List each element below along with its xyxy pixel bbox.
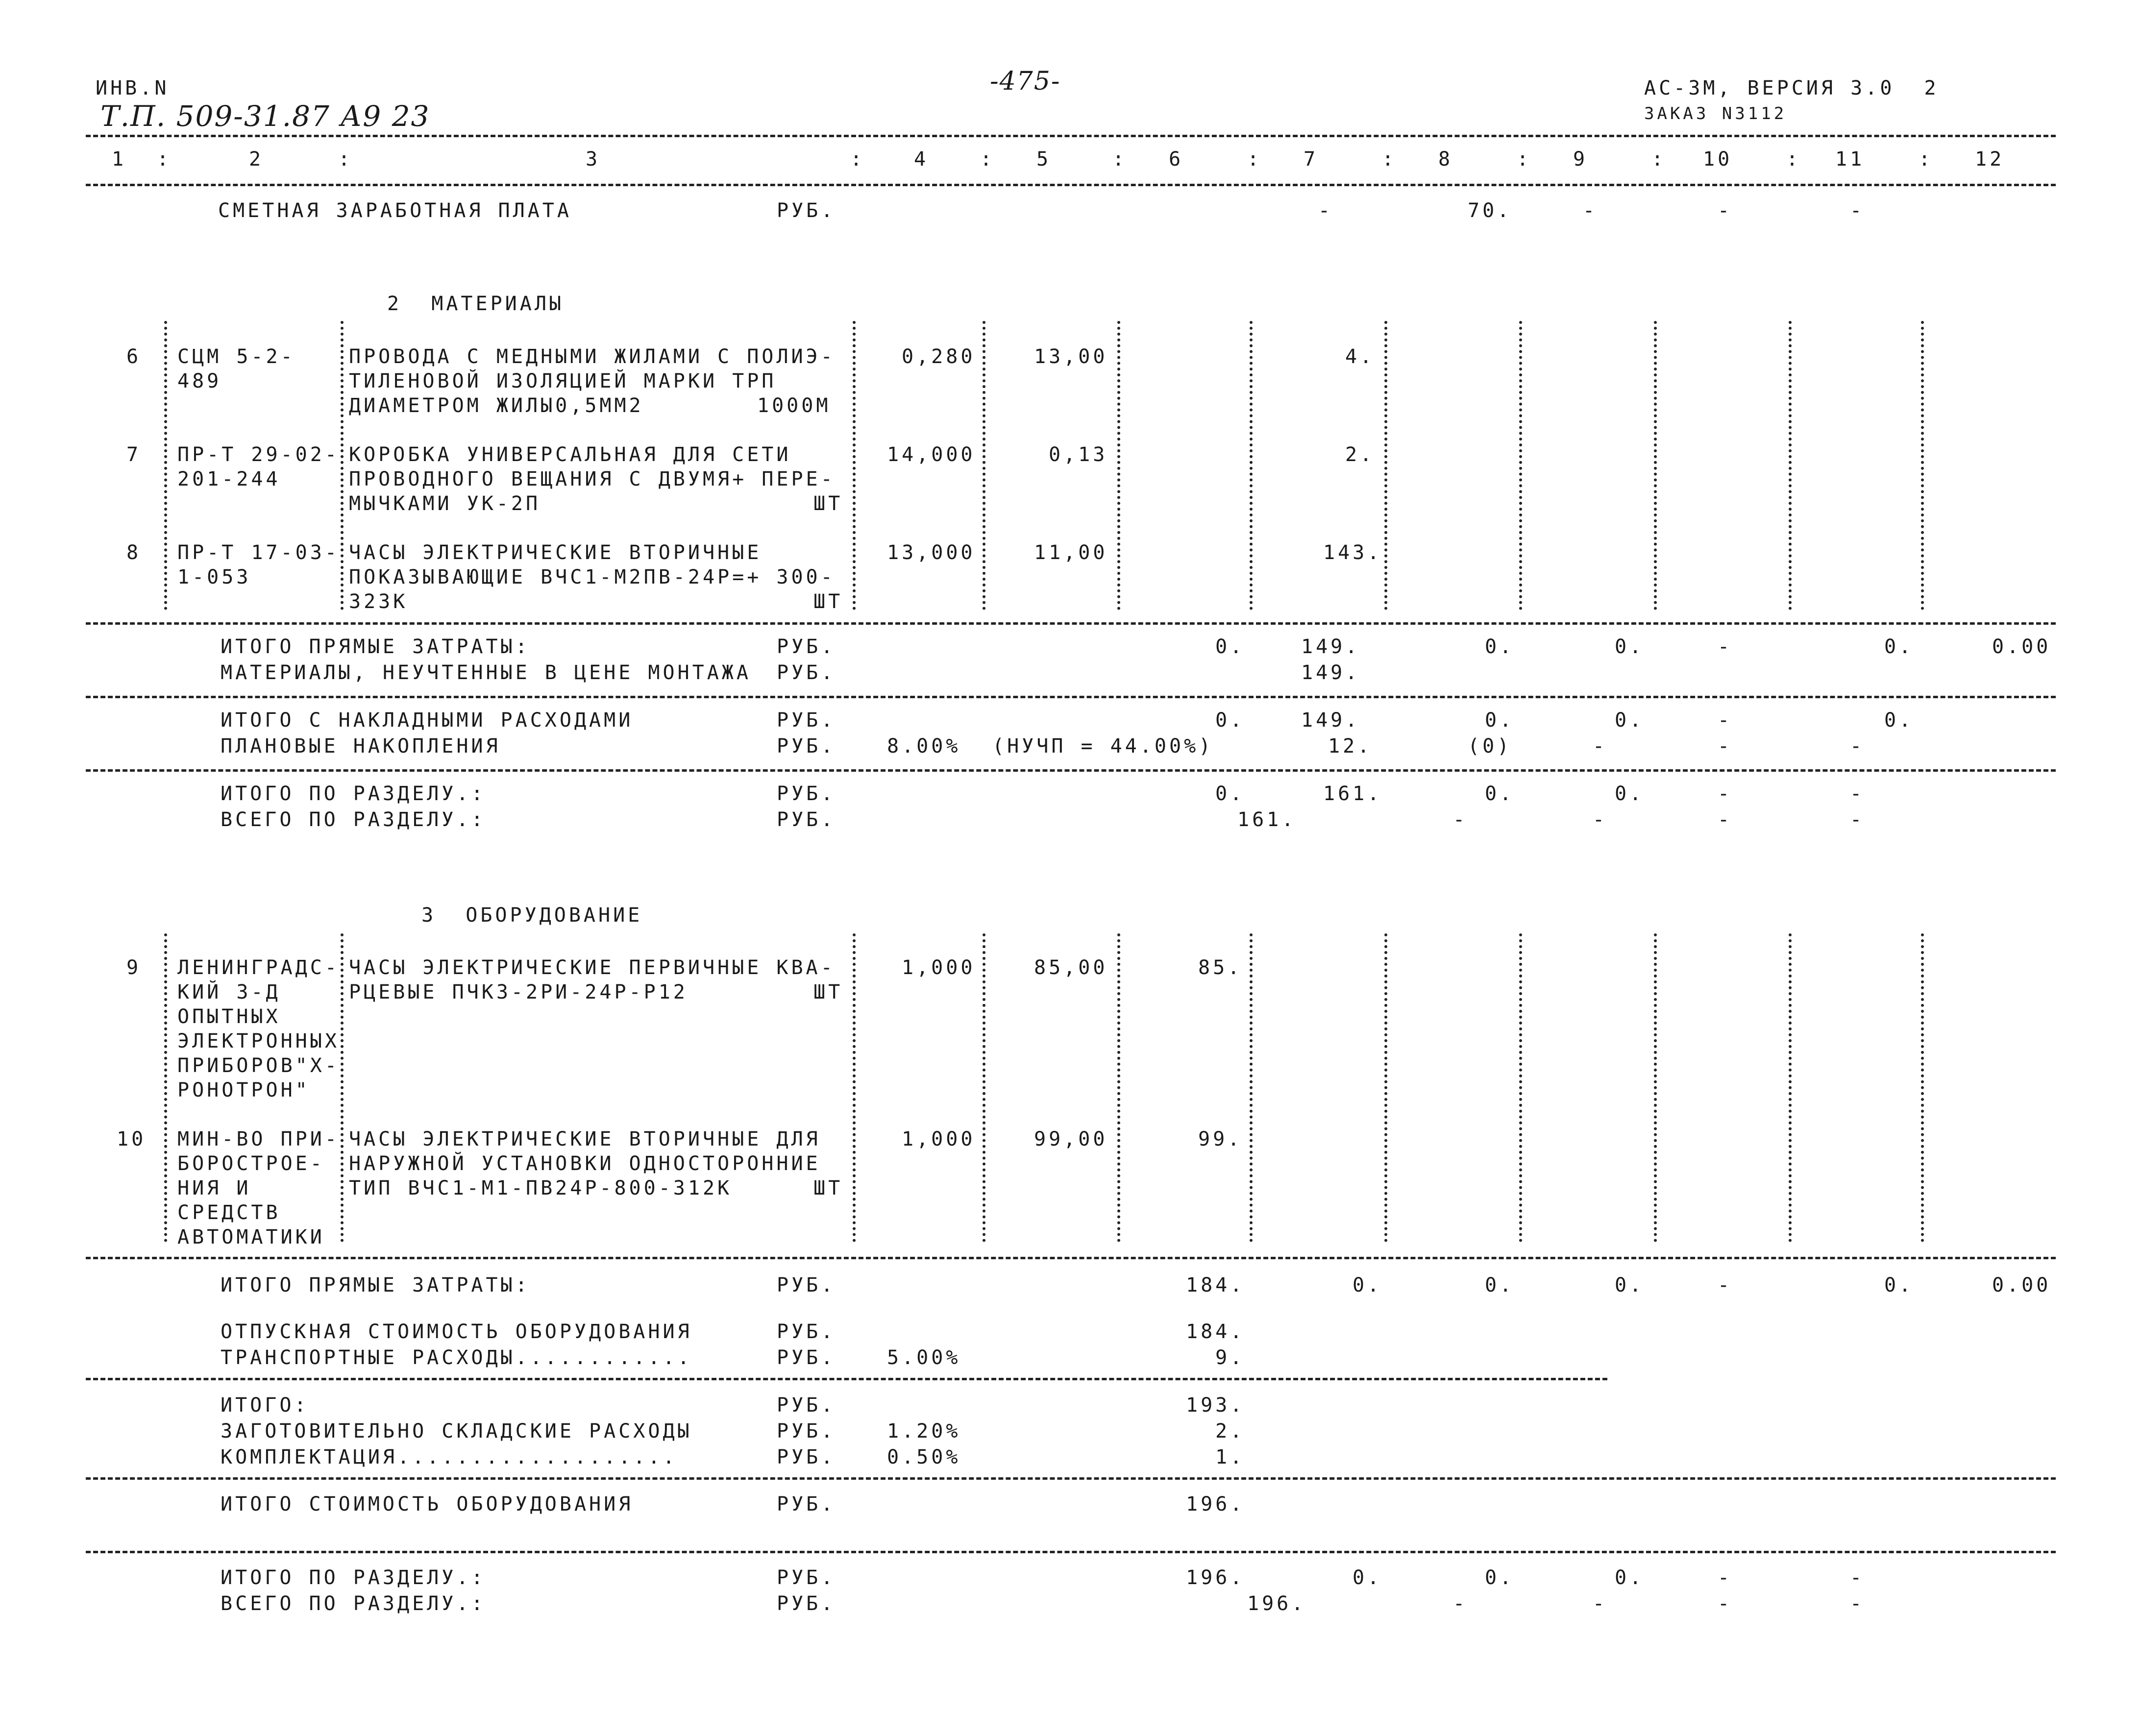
totals-c6: 2.	[1215, 1420, 1245, 1443]
header-sep: :	[1382, 148, 1397, 171]
item-description: ДИАМЕТРОМ ЖИЛЫ0,5ММ2	[349, 394, 644, 417]
col-separator	[1384, 933, 1387, 1242]
totals-label: ПЛАНОВЫЕ НАКОПЛЕНИЯ	[221, 735, 501, 758]
header-sep: :	[1919, 148, 1934, 171]
item-c7: 2.	[1345, 443, 1375, 466]
totals-c10: -	[1718, 1274, 1733, 1296]
col-separator	[1921, 933, 1924, 1242]
item-description: ТИЛЕНОВОЙ ИЗОЛЯЦИЕЙ МАРКИ ТРП	[349, 370, 777, 392]
item-number: 10	[117, 1128, 147, 1150]
section-3-completion-rule	[86, 1477, 2056, 1480]
totals-label: ИТОГО ПРЯМЫЕ ЗАТРАТЫ:	[221, 1274, 530, 1296]
item-description: ЧАСЫ ЭЛЕКТРИЧЕСКИЕ ПЕРВИЧНЫЕ КВА-	[349, 956, 836, 979]
totals-c6: 0.	[1215, 709, 1245, 732]
header-bottom-rule	[86, 184, 2056, 186]
totals-percent: 5.00%	[887, 1346, 961, 1369]
item-code: НИЯ И	[177, 1177, 251, 1199]
totals-c9: -	[1593, 808, 1608, 831]
item-description: ПОКАЗЫВАЮЩИЕ ВЧС1-М2ПВ-24Р=+ 300-	[349, 566, 836, 588]
totals-c7: 149.	[1301, 636, 1360, 658]
item-c7: 143.	[1323, 541, 1382, 564]
totals-c8: 0.	[1485, 709, 1515, 732]
col-separator	[1117, 933, 1120, 1242]
totals-c9: -	[1593, 1592, 1608, 1615]
totals-c6: 184.	[1186, 1274, 1245, 1296]
totals-unit: РУБ.	[777, 1592, 836, 1615]
section-2-title: 2 МАТЕРИАЛЫ	[387, 293, 564, 315]
totals-c6: 9.	[1215, 1346, 1245, 1369]
item-description: ТИП ВЧС1-М1-ПВ24Р-800-312К	[349, 1177, 733, 1199]
item-unit: ШТ	[813, 590, 843, 613]
col-num-8: 8	[1438, 148, 1453, 171]
totals-c9: 0.	[1615, 636, 1645, 658]
col-separator	[1250, 321, 1253, 610]
col-separator	[853, 933, 856, 1242]
item-number: 9	[126, 956, 142, 979]
item-description: 323К	[349, 590, 408, 613]
item-price: 99,00	[1034, 1128, 1108, 1150]
item-description: ЧАСЫ ЭЛЕКТРИЧЕСКИЕ ВТОРИЧНЫЕ ДЛЯ	[349, 1128, 821, 1150]
totals-unit: РУБ.	[777, 735, 836, 758]
col-separator	[1117, 321, 1120, 610]
col-num-9: 9	[1573, 148, 1588, 171]
section-3-transport-rule	[86, 1378, 1607, 1380]
item-code: РОНОТРОН"	[177, 1079, 310, 1101]
item-unit: 1000М	[757, 394, 831, 417]
col-separator	[1384, 321, 1387, 610]
item-description: ПРОВОДНОГО ВЕЩАНИЯ С ДВУМЯ+ ПЕРЕ-	[349, 468, 836, 490]
wage-c10: -	[1718, 199, 1733, 222]
item-number: 8	[126, 541, 142, 564]
item-code: 489	[177, 370, 222, 392]
item-unit: ШТ	[813, 981, 843, 1003]
totals-c6: 0.	[1215, 782, 1245, 805]
header-sep: :	[338, 148, 353, 171]
totals-unit: РУБ.	[777, 1394, 836, 1417]
totals-c7: 161.	[1323, 782, 1382, 805]
item-price: 11,00	[1034, 541, 1108, 564]
col-num-5: 5	[1036, 148, 1052, 171]
item-code: ОПЫТНЫХ	[177, 1005, 281, 1028]
totals-c8: -	[1453, 808, 1468, 831]
item-qty: 13,000	[887, 541, 976, 564]
totals-unit: РУБ.	[777, 1493, 836, 1516]
totals-label: ВСЕГО ПО РАЗДЕЛУ.:	[221, 1592, 486, 1615]
page-number: -475-	[990, 67, 1061, 96]
item-description: РЦЕВЫЕ ПЧКЗ-2РИ-24Р-Р12	[349, 981, 688, 1003]
totals-c11: 0.	[1884, 709, 1914, 732]
totals-label: ТРАНСПОРТНЫЕ РАСХОДЫ............	[221, 1346, 692, 1369]
col-separator	[853, 321, 856, 610]
item-qty: 1,000	[902, 1128, 976, 1150]
totals-c11: -	[1850, 735, 1865, 758]
section-2-total-rule	[86, 769, 2056, 772]
item-code: МИН-ВО ПРИ-	[177, 1128, 340, 1150]
section-2-overhead-rule	[86, 696, 2056, 698]
item-price: 85,00	[1034, 956, 1108, 979]
totals-c11: 0.	[1884, 1274, 1914, 1296]
wage-unit: РУБ.	[777, 199, 836, 222]
totals-c6: 184.	[1186, 1320, 1245, 1343]
item-description: НАРУЖНОЙ УСТАНОВКИ ОДНОСТОРОННИЕ	[349, 1152, 821, 1175]
totals-label: МАТЕРИАЛЫ, НЕУЧТЕННЫЕ В ЦЕНЕ МОНТАЖА	[221, 661, 751, 684]
header-top-rule	[86, 135, 2056, 137]
totals-c6: 193.	[1186, 1394, 1245, 1417]
col-num-10: 10	[1703, 148, 1733, 171]
item-code: ЛЕНИНГРАДС-	[177, 956, 340, 979]
item-qty: 0,280	[902, 345, 976, 368]
item-code: СРЕДСТВ	[177, 1201, 281, 1224]
wage-c11: -	[1850, 199, 1865, 222]
col-num-7: 7	[1304, 148, 1319, 171]
totals-unit: РУБ.	[777, 1446, 836, 1468]
totals-sum: 161.	[1237, 808, 1297, 831]
totals-unit: РУБ.	[777, 808, 836, 831]
totals-c7: 0.	[1353, 1274, 1382, 1296]
totals-note: (НУЧП = 44.00%)	[992, 735, 1214, 758]
header-sep: :	[1247, 148, 1262, 171]
item-c6: 85.	[1198, 956, 1243, 979]
header-sep: :	[1786, 148, 1801, 171]
wage-c8: 70.	[1468, 199, 1512, 222]
totals-c9: 0.	[1615, 782, 1645, 805]
totals-unit: РУБ.	[777, 1566, 836, 1589]
header-separators: :	[157, 148, 172, 171]
totals-c11: -	[1850, 782, 1865, 805]
totals-c6: 0.	[1215, 636, 1245, 658]
totals-unit: РУБ.	[777, 1346, 836, 1369]
totals-c10: -	[1718, 782, 1733, 805]
totals-sum: 196.	[1247, 1592, 1306, 1615]
col-separator	[164, 933, 167, 1242]
totals-percent: 8.00%	[887, 735, 961, 758]
section-3-total-rule	[86, 1551, 2056, 1553]
col-num-6: 6	[1169, 148, 1184, 171]
totals-unit: РУБ.	[777, 782, 836, 805]
wage-c9: -	[1583, 199, 1598, 222]
col-separator	[341, 933, 344, 1242]
col-separator	[341, 321, 344, 610]
item-code: ПРИБОРОВ"Х-	[177, 1054, 340, 1077]
header-sep: :	[1112, 148, 1128, 171]
item-c7: 4.	[1345, 345, 1375, 368]
wage-label: СМЕТНАЯ ЗАРАБОТНАЯ ПЛАТА	[218, 199, 572, 222]
totals-c7: 0.	[1353, 1566, 1382, 1589]
totals-c11: -	[1850, 808, 1865, 831]
inv-label: ИНВ.N	[96, 77, 170, 99]
col-num-12: 12	[1975, 148, 2005, 171]
totals-c9: -	[1593, 735, 1608, 758]
col-separator	[1789, 321, 1792, 610]
item-number: 7	[126, 443, 142, 466]
header-sep: :	[980, 148, 995, 171]
item-code: ПР-Т 29-02-	[177, 443, 340, 466]
totals-c6: 1.	[1215, 1446, 1245, 1468]
order-label: ЗАКАЗ N3112	[1644, 104, 1787, 123]
totals-label: ИТОГО ПРЯМЫЕ ЗАТРАТЫ:	[221, 636, 530, 658]
item-description: КОРОБКА УНИВЕРСАЛЬНАЯ ДЛЯ СЕТИ	[349, 443, 791, 466]
totals-label: ИТОГО ПО РАЗДЕЛУ.:	[221, 782, 486, 805]
totals-unit: РУБ.	[777, 636, 836, 658]
totals-c10: -	[1718, 1592, 1733, 1615]
totals-c10: -	[1718, 1566, 1733, 1589]
section-3-items-rule	[86, 1257, 2056, 1259]
totals-label: ИТОГО С НАКЛАДНЫМИ РАСХОДАМИ	[221, 709, 634, 732]
item-c6: 99.	[1198, 1128, 1243, 1150]
totals-label: ИТОГО:	[221, 1394, 309, 1417]
col-separator	[1519, 933, 1522, 1242]
item-code: 201-244	[177, 468, 281, 490]
totals-c7: 12.	[1328, 735, 1373, 758]
totals-c6: 196.	[1186, 1566, 1245, 1589]
col-separator	[1921, 321, 1924, 610]
totals-c12: 0.00	[1992, 636, 2051, 658]
col-separator	[1654, 933, 1657, 1242]
totals-unit: РУБ.	[777, 709, 836, 732]
totals-c12: 0.00	[1992, 1274, 2051, 1296]
col-separator	[1250, 933, 1253, 1242]
item-code: БОРОСТРОЕ-	[177, 1152, 325, 1175]
totals-c8: (0)	[1468, 735, 1512, 758]
totals-c9: 0.	[1615, 1566, 1645, 1589]
version-label: АС-3М, ВЕРСИЯ 3.0 2	[1644, 77, 1939, 99]
item-code: 1-053	[177, 566, 251, 588]
totals-c9: 0.	[1615, 709, 1645, 732]
totals-label: ЗАГОТОВИТЕЛЬНО СКЛАДСКИЕ РАСХОДЫ	[221, 1420, 692, 1443]
totals-c11: -	[1850, 1566, 1865, 1589]
item-qty: 14,000	[887, 443, 976, 466]
totals-label: ОТПУСКНАЯ СТОИМОСТЬ ОБОРУДОВАНИЯ	[221, 1320, 692, 1343]
header-sep: :	[1517, 148, 1532, 171]
totals-c8: 0.	[1485, 1566, 1515, 1589]
totals-c11: -	[1850, 1592, 1865, 1615]
handwritten-reference: Т.П. 509-31.87 А9 23	[100, 99, 430, 133]
col-separator	[1789, 933, 1792, 1242]
totals-c10: -	[1718, 636, 1733, 658]
col-separator	[983, 321, 985, 610]
totals-c8: 0.	[1485, 1274, 1515, 1296]
col-separator	[1519, 321, 1522, 610]
section-3-title: 3 ОБОРУДОВАНИЕ	[421, 904, 643, 927]
totals-label: КОМПЛЕКТАЦИЯ...................	[221, 1446, 678, 1468]
item-code: АВТОМАТИКИ	[177, 1226, 325, 1248]
col-num-11: 11	[1835, 148, 1865, 171]
totals-unit: РУБ.	[777, 661, 836, 684]
totals-c8: -	[1453, 1592, 1468, 1615]
section-2-items-rule	[86, 622, 2056, 625]
totals-c9: 0.	[1615, 1274, 1645, 1296]
item-qty: 1,000	[902, 956, 976, 979]
item-code: ЭЛЕКТРОННЫХ	[177, 1030, 340, 1052]
totals-c10: -	[1718, 709, 1733, 732]
totals-c10: -	[1718, 808, 1733, 831]
header-sep: :	[850, 148, 865, 171]
totals-c8: 0.	[1485, 636, 1515, 658]
col-num-3: 3	[586, 148, 601, 171]
totals-percent: 0.50%	[887, 1446, 961, 1468]
totals-unit: РУБ.	[777, 1274, 836, 1296]
item-code: КИЙ З-Д	[177, 981, 281, 1003]
col-num-4: 4	[914, 148, 929, 171]
item-description: ЧАСЫ ЭЛЕКТРИЧЕСКИЕ ВТОРИЧНЫЕ	[349, 541, 762, 564]
totals-label: ИТОГО СТОИМОСТЬ ОБОРУДОВАНИЯ	[221, 1493, 634, 1516]
wage-c7: -	[1318, 199, 1333, 222]
totals-label: ИТОГО ПО РАЗДЕЛУ.:	[221, 1566, 486, 1589]
item-number: 6	[126, 345, 142, 368]
totals-c8: 0.	[1485, 782, 1515, 805]
item-description: МЫЧКАМИ УК-2П	[349, 492, 541, 515]
totals-c6: 196.	[1186, 1493, 1245, 1516]
totals-unit: РУБ.	[777, 1420, 836, 1443]
item-unit: ШТ	[813, 492, 843, 515]
totals-percent: 1.20%	[887, 1420, 961, 1443]
totals-c11: 0.	[1884, 636, 1914, 658]
item-code: ПР-Т 17-03-	[177, 541, 340, 564]
totals-unit: РУБ.	[777, 1320, 836, 1343]
col-separator	[1654, 321, 1657, 610]
col-num-2: 2	[249, 148, 264, 171]
item-price: 0,13	[1049, 443, 1108, 466]
totals-c7: 149.	[1301, 709, 1360, 732]
col-separator	[164, 321, 167, 610]
item-description: ПРОВОДА С МЕДНЫМИ ЖИЛАМИ С ПОЛИЭ-	[349, 345, 836, 368]
totals-c10: -	[1718, 735, 1733, 758]
header-sep: :	[1651, 148, 1667, 171]
item-price: 13,00	[1034, 345, 1108, 368]
totals-label: ВСЕГО ПО РАЗДЕЛУ.:	[221, 808, 486, 831]
item-code: СЦМ 5-2-	[177, 345, 295, 368]
col-separator	[983, 933, 985, 1242]
totals-c7: 149.	[1301, 661, 1360, 684]
item-unit: ШТ	[813, 1177, 843, 1199]
col-num-1: 1	[112, 148, 127, 171]
